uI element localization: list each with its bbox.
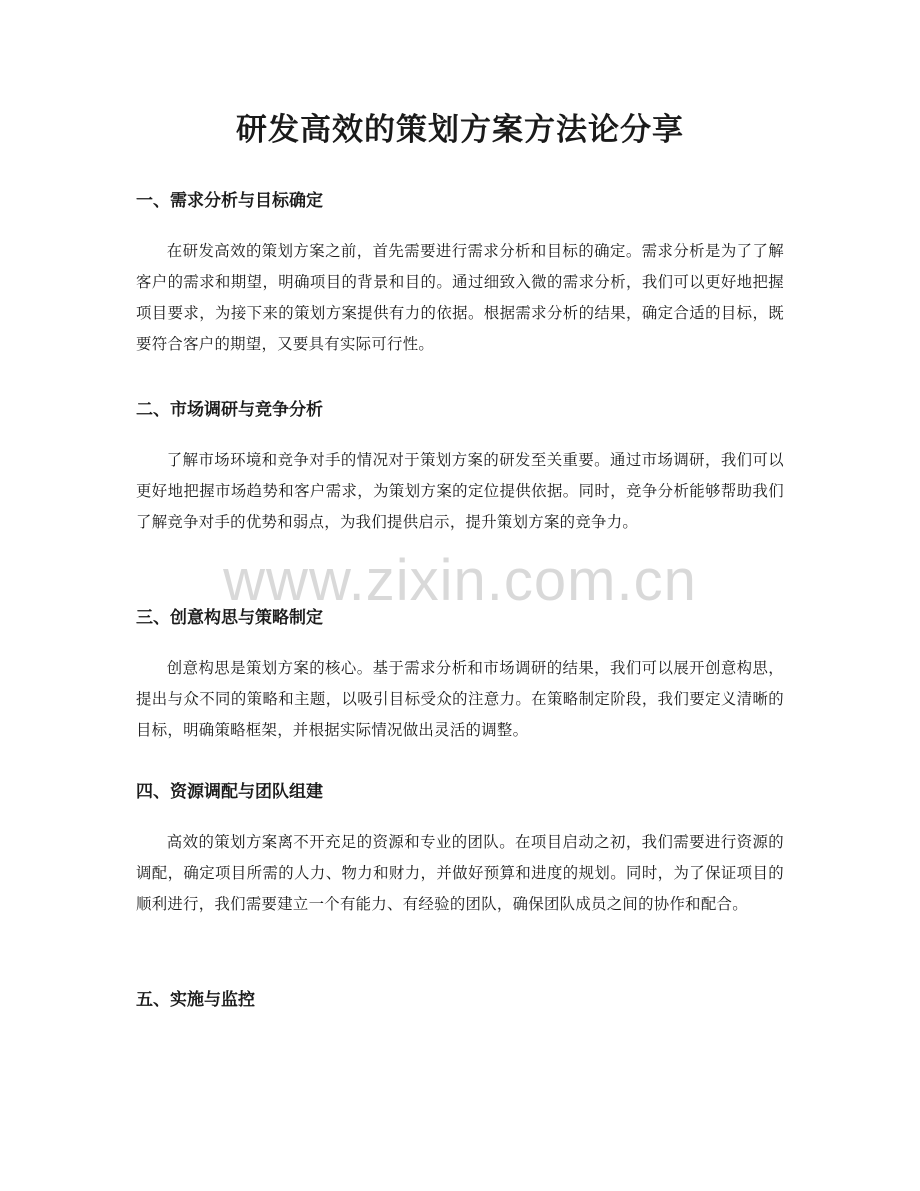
section-heading-1: 一、需求分析与目标确定 bbox=[136, 191, 323, 211]
section-paragraph-1: 在研发高效的策划方案之前，首先需要进行需求分析和目标的确定。需求分析是为了了解客户的需求和期望，明确项目的背景和目的。通过细致入微的需求分析，我们可以更好地把握项目要求，为接下来的策划方案提供有力的依据。根据需求分析的结果，确定合适的目标，既要符合客户的期望，又要具有实际可行性。 bbox=[136, 242, 784, 353]
section-paragraph-2: 了解市场环境和竞争对手的情况对于策划方案的研发至关重要。通过市场调研，我们可以更好地把握市场趋势和客户需求，为策划方案的定位提供依据。同时，竞争分析能够帮助我们了解竞争对手的优势和弱点，为我们提供启示，提升策划方案的竞争力。 bbox=[136, 451, 784, 531]
section-paragraph-4: 高效的策划方案离不开充足的资源和专业的团队。在项目启动之初，我们需要进行资源的调配，确定项目所需的人力、物力和财力，并做好预算和进度的规划。同时，为了保证项目的顺利进行，我们需要建立一个有能力、有经验的团队，确保团队成员之间的协作和配合。 bbox=[136, 833, 784, 913]
section-heading-2: 二、市场调研与竞争分析 bbox=[136, 400, 323, 420]
section-heading-5: 五、实施与监控 bbox=[136, 990, 255, 1010]
section-paragraph-3: 创意构思是策划方案的核心。基于需求分析和市场调研的结果，我们可以展开创意构思，提出与众不同的策略和主题，以吸引目标受众的注意力。在策略制定阶段，我们要定义清晰的目标，明确策略框架，并根据实际情况做出灵活的调整。 bbox=[136, 659, 784, 739]
document-title: 研发高效的策划方案方法论分享 bbox=[236, 112, 684, 148]
watermark-text: www.zixin.com.cn bbox=[223, 548, 697, 613]
section-heading-3: 三、创意构思与策略制定 bbox=[136, 608, 323, 628]
section-heading-4: 四、资源调配与团队组建 bbox=[136, 782, 323, 802]
